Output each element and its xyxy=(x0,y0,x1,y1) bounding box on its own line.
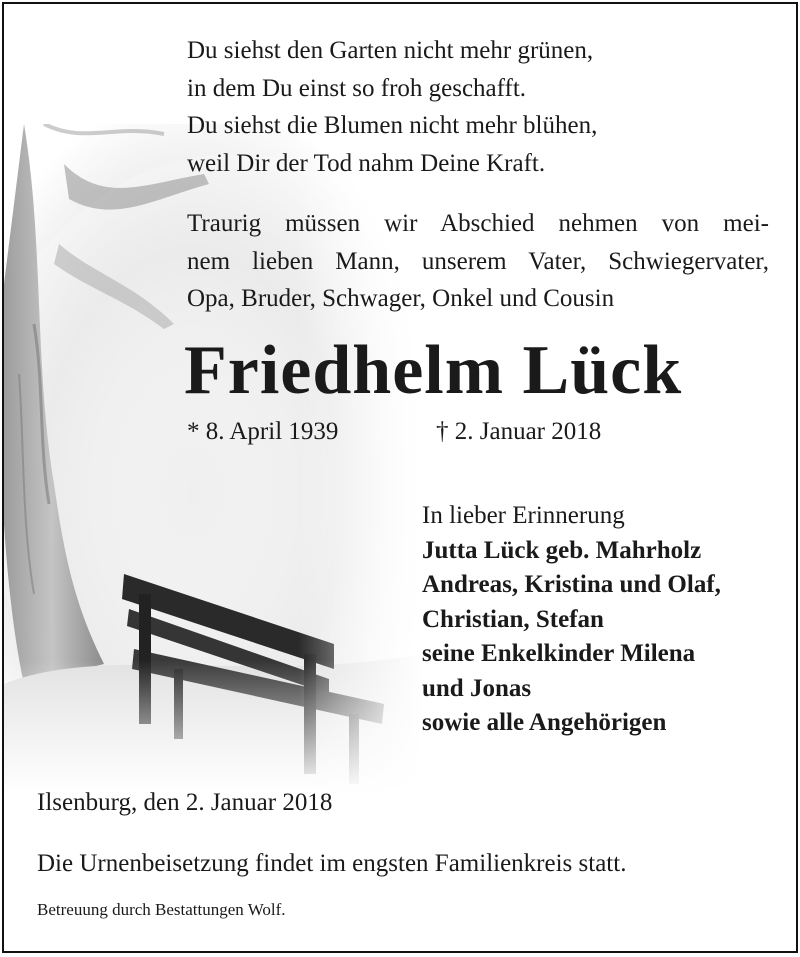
intro-line: nem lieben Mann, unserem Vater, Schwiegervater, xyxy=(187,247,769,275)
intro-line: Opa, Bruder, Schwager, Onkel und Cousin xyxy=(187,285,615,312)
obituary-notice xyxy=(2,2,798,953)
place-and-date: Ilsenburg, den 2. Januar 2018 xyxy=(37,789,333,816)
mourner-line: sowie alle Angehörigen xyxy=(422,709,667,736)
poem-line: in dem Du einst so froh geschafft. xyxy=(187,74,527,102)
birth-date: * 8. April 1939 xyxy=(187,418,339,445)
urn-burial-notice: Die Urnenbeisetzung findet im engsten Familienkreis statt. xyxy=(37,850,627,877)
intro-line: Traurig müssen wir Abschied nehmen von mei- xyxy=(187,210,769,237)
mourner-line: Christian, Stefan xyxy=(422,605,604,633)
intro-text xyxy=(187,205,769,318)
mourner-line: seine Enkelkinder Milena xyxy=(422,640,696,667)
mourner-line: Andreas, Kristina und Olaf, xyxy=(422,571,721,598)
poem-line: Du siehst die Blumen nicht mehr blühen, xyxy=(187,112,598,139)
mourner-line: und Jonas xyxy=(422,674,532,702)
poem-line: weil Dir der Tod nahm Deine Kraft. xyxy=(187,149,546,177)
poem-line: Du siehst den Garten nicht mehr grünen, xyxy=(187,37,594,64)
poem xyxy=(187,32,597,182)
deceased-name: Friedhelm Lück xyxy=(184,332,683,409)
undertaker-credit: Betreuung durch Bestattungen Wolf. xyxy=(37,900,286,919)
death-date: † 2. Januar 2018 xyxy=(436,418,602,445)
mourners-heading: In lieber Erinnerung xyxy=(422,502,625,529)
mourners-block xyxy=(422,499,721,741)
mourner-line: Jutta Lück geb. Mahrholz xyxy=(422,536,702,564)
